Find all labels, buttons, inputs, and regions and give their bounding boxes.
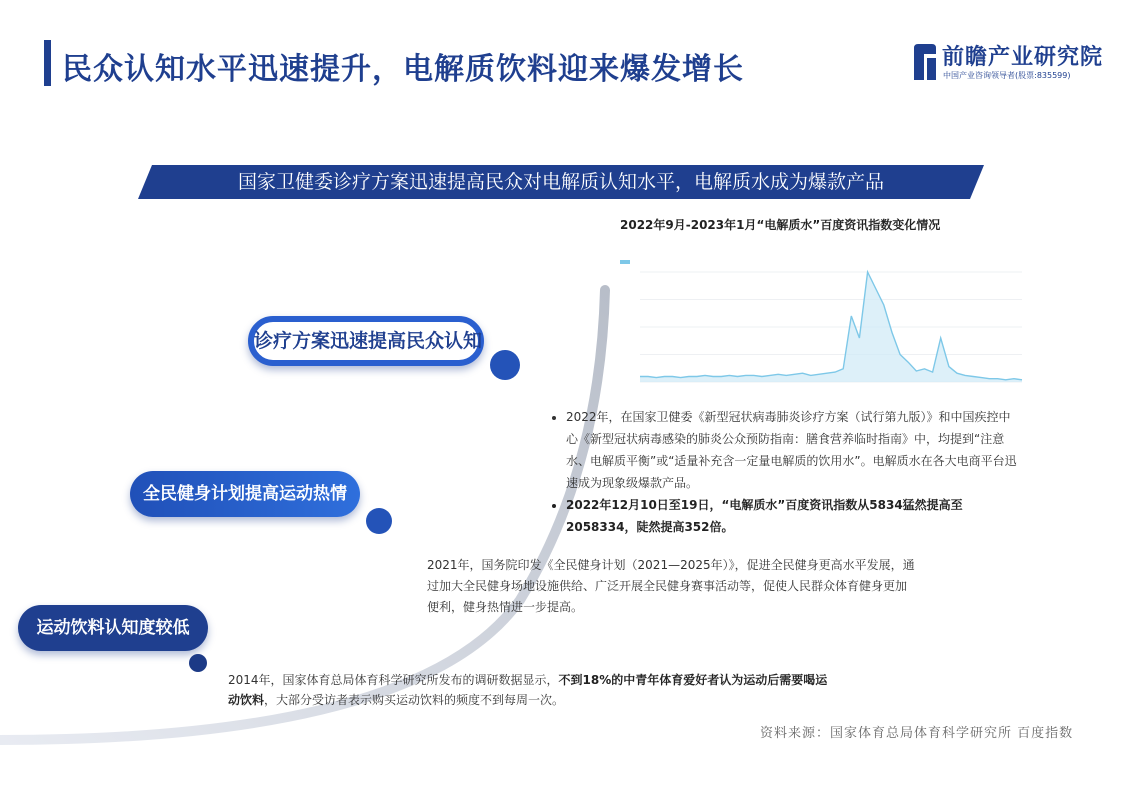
step-1-bullet-2: • 2022年12月10日至19日，“电解质水”百度资讯指数从5834猛然提高至2058334，陡然提高352倍。 — [566, 494, 1022, 538]
timeline-dot-2 — [366, 508, 392, 534]
step-2-details: 2021年，国务院印发《全民健身计划（2021—2025年）》，促进全民健身更高水平发展，通过加大全民健身场地设施供给、广泛开展全民健身赛事活动等，促使人民群众体育健身更加便利，健身热情进一步提高。 — [427, 558, 915, 614]
step-3-text-bold: 不到18%的中青年体育爱好者认为运动后需要喝运动饮料 — [228, 673, 828, 707]
source-note: 资料来源：国家体育总局体育科学研究所 百度指数 — [760, 726, 1074, 741]
step-3-text-2: ，大部分受访者表示购买运动饮料的频度不到每周一次。 — [264, 693, 565, 707]
page-title: 民众认知水平迅速提升，电解质饮料迎来爆发增长 — [62, 52, 744, 87]
chart-legend-swatch — [620, 260, 630, 264]
timeline-dot-3 — [189, 654, 207, 672]
step-label-fitness-plan: 全民健身计划提高运动热情 — [130, 471, 360, 517]
baidu-index-chart — [612, 250, 1032, 396]
logo-tagline: 中国产业咨询领导者(股票:835599) — [943, 71, 1071, 80]
step-3-details — [228, 670, 838, 710]
step-1-bullet-1: • 2022年，在国家卫健委《新型冠状病毒肺炎诊疗方案（试行第九版）》和中国疾控中心《新型冠状病毒感染的肺炎公众预防指南：膳食营养临时指南》中，均提到“注意水、电解质平衡”或“适量补充含一定量电解质的饮用水”。电解质水在各大电商平台迅速成为现象级爆款产品。 — [566, 406, 1022, 494]
step-1-details — [552, 406, 1022, 538]
banner-text: 国家卫健委诊疗方案迅速提高民众对电解质认知水平，电解质水成为爆款产品 — [237, 171, 884, 193]
timeline-dot-1 — [490, 350, 520, 380]
step-3-text-1: 2014年，国家体育总局体育科学研究所发布的调研数据显示， — [228, 673, 559, 687]
step-label-diagnosis-plan: 诊疗方案迅速提高民众认知 — [248, 316, 484, 366]
logo-name: 前瞻产业研究院 — [942, 45, 1104, 70]
step-label-sports-drink-awareness: 运动饮料认知度较低 — [18, 605, 208, 651]
chart-title: 2022年9月-2023年1月“电解质水”百度资讯指数变化情况 — [620, 218, 941, 232]
